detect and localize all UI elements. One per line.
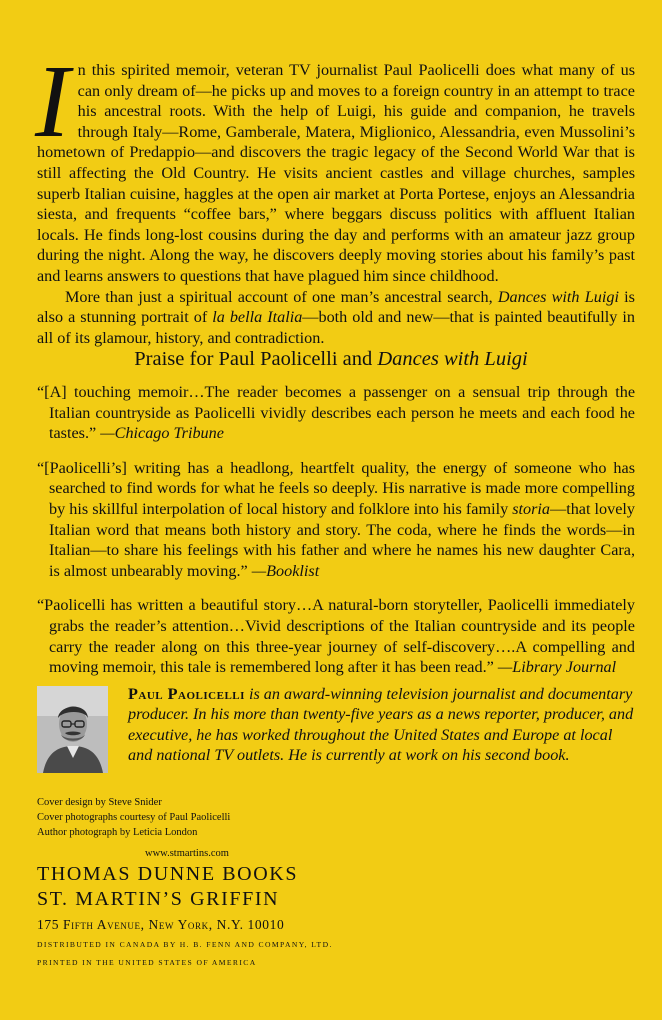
quote-text: “Paolicelli has written a beautiful story…A natural-born storyteller, Paolicelli immediately grabs the reader’s attention…Vivid descriptions of the Italian countryside and its people carry the reader along on this three-year journey of self-discovery….A compelling and moving memoir, this tale is remembered long after it has been read.” (37, 596, 635, 677)
quote-source: —Library Journal (497, 658, 617, 677)
praise-heading-prefix: Praise for Paul Paolicelli and (134, 348, 378, 370)
author-bio-text: is an award-winning television journalist and documentary producer. In his more than twenty-five years as a news reporter, producer, and executive, he has worked throughout the United States and Europe at local and national TV outlets. He is currently at work on his second book. (128, 685, 634, 765)
publisher-block (37, 862, 367, 972)
review-quote-library-journal (37, 595, 635, 677)
printed-in-note: PRINTED IN THE UNITED STATES OF AMERICA (37, 958, 257, 967)
publisher-website: www.stmartins.com (145, 848, 229, 859)
quote-text: “[A] touching memoir…The reader becomes a passenger on a sensual trip through the Italian countryside as Paolicelli vividly describes each person he meets and each food he tastes.” (37, 383, 635, 443)
credit-author-photo: Author photograph by Leticia London (37, 827, 198, 838)
publisher-address: 175 Fifth Avenue, New York, N.Y. 10010 (37, 917, 285, 932)
canada-distribution-note: DISTRIBUTED IN CANADA BY H. B. FENN AND COMPANY, LTD. (37, 940, 333, 949)
author-bio (128, 684, 638, 766)
review-quotes (37, 382, 635, 692)
review-quote-chicago-tribune (37, 382, 635, 444)
quote-text-a: “[Paolicelli’s] writing has a headlong, heartfelt quality, the energy of someone who has searched to find words for what he feels so deeply. His narrative is made more compelling by his skillful interpolation of local history and folklore into his family (37, 458, 635, 518)
intro-paragraph-1 (35, 44, 635, 287)
quote-text-b: —that lovely Italian word that means both history and story. The coda, where he finds the words—in Italian—to share his feelings with his father and where he names his new daughter Cara, is almost unbearably moving.” (49, 499, 636, 580)
author-name: Paul Paolicelli (128, 685, 245, 703)
la-bella-italia-italic: la bella Italia (212, 308, 303, 327)
intro-p2-text-a: More than just a spiritual account of one man’s ancestral search, (65, 287, 498, 306)
quote-source: —Booklist (251, 561, 320, 580)
intro-p1-text: n this spirited memoir, veteran TV journalist Paul Paolicelli does what many of us can only dream of—he picks up and moves to a foreign country in an attempt to trace his ancestral roots. With the help of Luigi, his guide and companion, he travels through Italy—Rome, Gamberale, Matera, Miglionico, Alessandria, even Mussolini’s hometown of Predappio—and discovers the tragic legacy of the Second World War that is still affecting the Old Country. He visits ancient castles and village churches, samples superb Italian cuisine, haggles at the open air market at Porta Portese, enjoys an Alessandria siesta, and frequents “coffee bars,” where beggars discuss politics with affluent Italian locals. He finds long-lost cousins during the day and performs with an amateur jazz group during the night. Along the way, he discovers deeply moving stories about his family’s past and learns answers to questions that have plagued him since childhood. (37, 61, 635, 285)
quote-italic-word: storia (512, 499, 551, 518)
imprint-name: THOMAS DUNNE BOOKS (37, 863, 299, 885)
praise-heading-title: Dances with Luigi (377, 348, 528, 370)
praise-heading (0, 348, 662, 371)
review-quote-booklist (37, 458, 635, 582)
credit-cover-photos: Cover photographs courtesy of Paul Paolicelli (37, 812, 231, 823)
quote-source: —Chicago Tribune (100, 424, 224, 443)
drop-cap: I (35, 44, 70, 159)
intro-paragraph-2 (37, 287, 635, 349)
cover-credits (37, 795, 437, 840)
book-title-italic: Dances with Luigi (497, 287, 619, 306)
author-photo (37, 686, 108, 773)
intro-p2-text-b: is also a stunning portrait of (37, 287, 635, 327)
publisher-name: ST. MARTIN’S GRIFFIN (37, 888, 280, 910)
intro-blurb (35, 44, 636, 348)
credit-cover-design: Cover design by Steve Snider (37, 797, 162, 808)
intro-p2-text-c: —both old and new—that is painted beautifully in all of its glamour, history, and contradiction. (37, 308, 636, 347)
author-portrait-image (37, 686, 108, 773)
